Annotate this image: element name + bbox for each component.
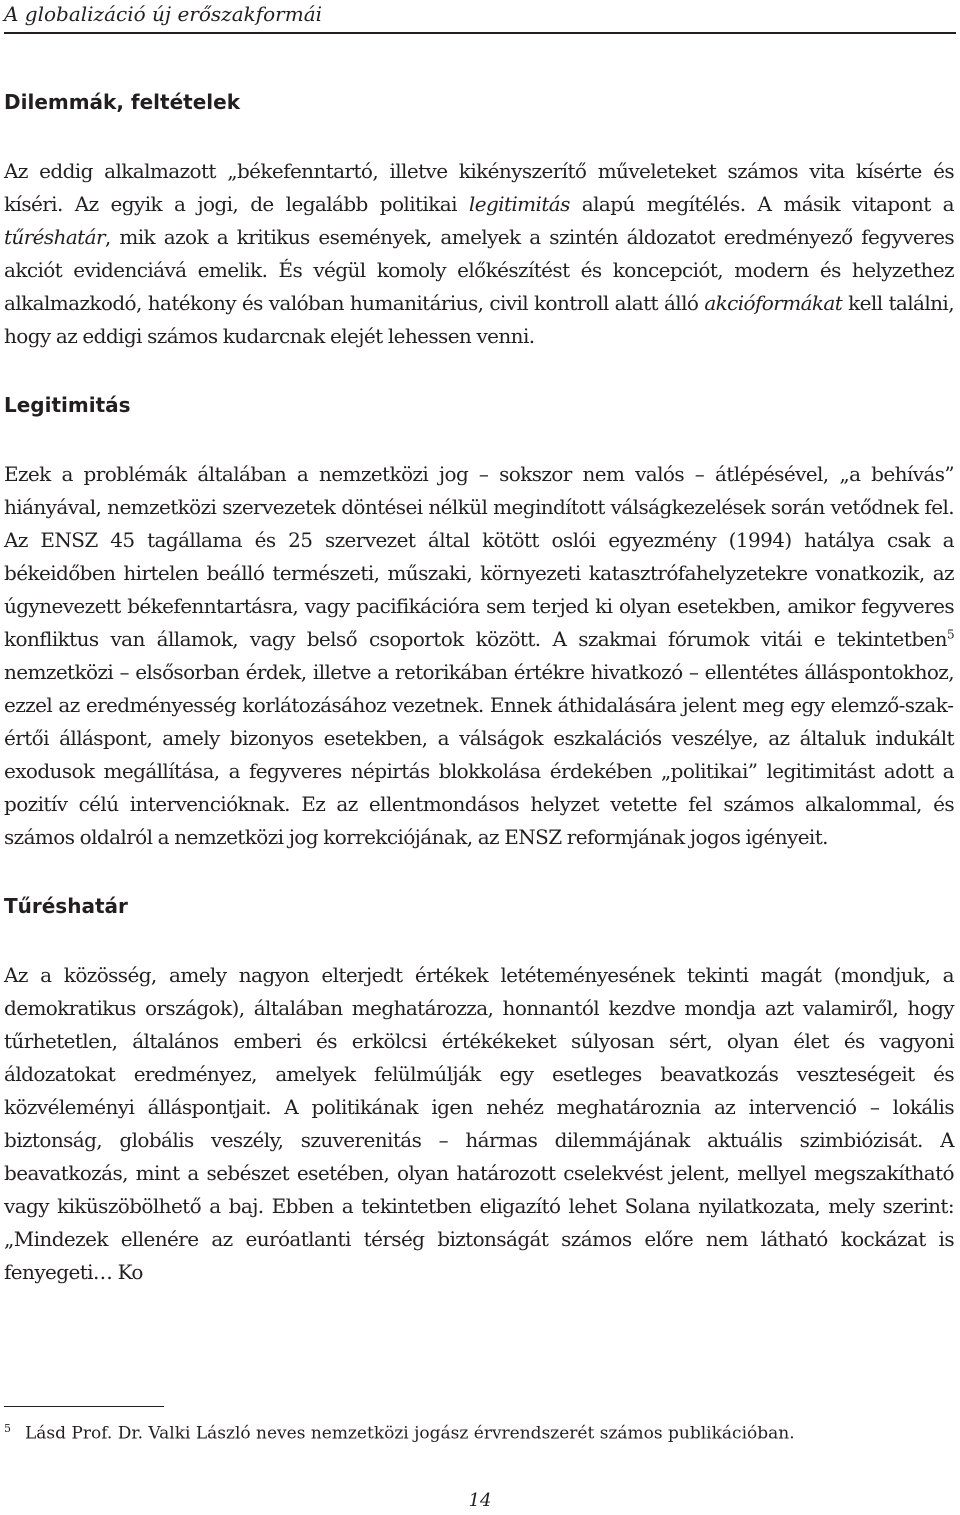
paragraph-dilemmak: Az eddig alkalmazott „békefenntartó, illetve kikényszerítő műveleteket számos vita kísérte és kíséri. Az egyik a jogi, de legalább politikai legitimitás alapú megítélés. A másik vitapont a tűréshatár, mik azok a kritikus események, amelyek a szintén áldozatot eredményező fegyveres akciót evidenciává emelik. És végül komoly előkészítést és koncepciót, modern és helyzethez alkalmazkodó, hatékony és valóban humanitárius, civil kontroll alatt álló akcióformákat kell találni, hogy az eddigi számos kudarcnak elejét lehessen venni.: [4, 159, 955, 348]
running-head: A globalizáció új erőszakformái: [4, 0, 956, 34]
footnote-number: 5: [4, 1422, 11, 1435]
emphasis-legitimitas: legitimitás: [468, 192, 570, 216]
footnote-reference[interactable]: 5: [946, 627, 954, 642]
emphasis-akcioformakat: akcióformákat: [704, 291, 843, 315]
section-heading-dilemmak: Dilemmák, feltételek: [4, 90, 241, 114]
section-heading-legitimitas: Legitimitás: [4, 393, 131, 417]
emphasis-tureshatar: tűréshatár: [4, 225, 105, 249]
paragraph-legitimitas: Ezek a problémák általában a nemzetközi jog – sokszor nem valós – átlépésével, „a behívás” hiányával, nemzetközi szervezetek döntései nélkül megindított válságkezelések során vetődnek fel. Az ENSZ 45 tagállama és 25 szervezet által kötött oslói egyezmény (1994) hatálya csak a békeidőben hirtelen beálló természeti, műszaki, környezeti katasztrófahelyzetekre vonatkozik, az úgynevezett békefenntartásra, vagy pacifikációra sem terjed ki olyan esetekben, amikor fegyveres konfliktus van államok, vagy belső csoportok között. A szakmai fórumok vitái e tekintetben$^5$ nemzetközi – elsősorban érdek, illetve a retorikában értékre hivatkozó – ellentétes álláspontokhoz, ezzel az eredményesség korlátozásához vezetnek. Ennek áthidalására jelent meg egy elemző-szakértői álláspont, amely bizonyos esetekben, a válságok eszkalációs veszélye, az általuk indukált exodusok megállítása, a fegyveres népirtás blokkolása érdekében „politikai” legitimitást adott a pozitív célú intervencióknak. Ez az ellentmondásos helyzet vetette fel számos alkalommal, és számos oldalról a nemzetközi jog korrekciójának, az ENSZ reformjának jogos igényeit.: [4, 462, 954, 849]
footnote: [4, 1416, 954, 1447]
footnote-divider: [4, 1406, 164, 1407]
section-heading-tureshatar: Tűréshatár: [4, 894, 128, 918]
page-number: 14: [468, 1490, 492, 1511]
footnote-text: Lásd Prof. Dr. Valki László neves nemzetközi jogász érvrendszerét számos publikációban.: [25, 1423, 795, 1444]
paragraph-tureshatar: Az a közösség, amely nagyon elterjedt értékek letéteményesének tekinti magát (mondjuk, a demokratikus országok), általában meghatározza, honnantól kezdve mondja azt valamiről, hogy tűrhetetlen, általános emberi és erkölcsi értékékeket súlyosan sért, olyan élet és vagyoni áldozatokat eredményez, amelyek felülmúlják egy esetleges beavatkozás veszteségeit és közvéleményi álláspontjait. A politikának igen nehéz meghatároznia az intervenció – lokális biztonság, globális veszély, szuverenitás – hármas dilemmájának aktuális szimbiózisát. A beavatkozás, mint a sebészet esetében, olyan határozott cselekvést jelent, mellyel megszakítható vagy kiküszöbölhető a baj. Ebben a tekintetben eligazító lehet Solana nyilatkozata, mely szerint: „Mindezek ellenére az euróatlanti térség biztonságát számos előre nem látható kockázat is fenyegeti… Ko: [4, 963, 954, 1284]
page-body: [4, 86, 954, 1289]
